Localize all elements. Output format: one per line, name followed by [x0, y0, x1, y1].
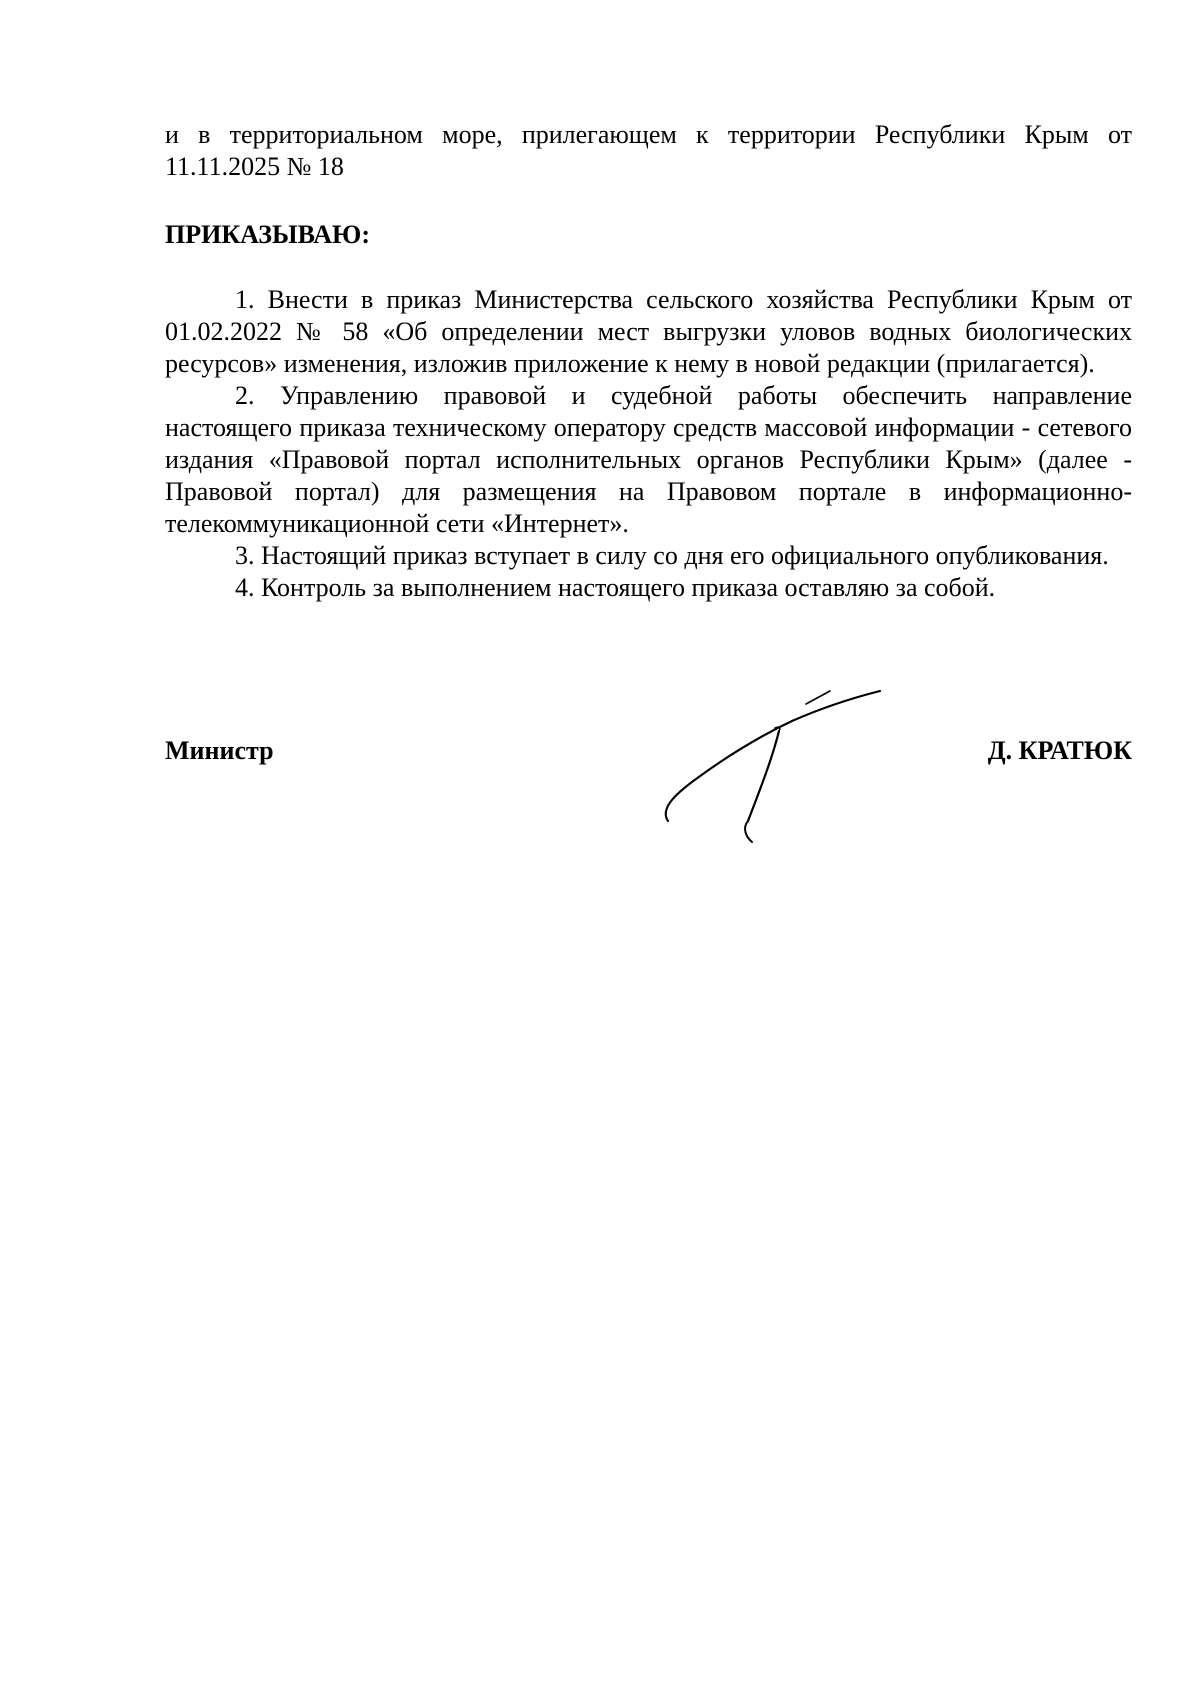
signatory-position: Министр	[165, 736, 274, 765]
order-item-1: 1. Внести в приказ Министерства сельского хозяйства Республики Крым от 01.02.2022 № 58 «Об определении мест выгрузки уловов водных биологических ресурсов» изменения, изложив приложение к нему в новой редакции (прилагается).	[165, 285, 1132, 378]
order-heading: ПРИКАЗЫВАЮ:	[165, 220, 370, 249]
order-item-4: 4. Контроль за выполнением настоящего приказа оставляю за собой.	[235, 573, 996, 602]
order-item-3: 3. Настоящий приказ вступает в силу со дня его официального опубликования.	[235, 541, 1109, 570]
order-items-list	[165, 284, 1132, 604]
signature-icon	[648, 683, 888, 853]
order-item-2: 2. Управлению правовой и судебной работы обеспечить направление настоящего приказа техническому оператору средств массовой информации - сетевого издания «Правовой портал исполнительных органов Республики Крым» (далее - Правовой портал) для размещения на Правовом портале в информационно- телекоммуникационной сети «Интернет».	[165, 381, 1132, 538]
intro-paragraph: и в территориальном море, прилегающем к территории Республики Крым от 11.11.2025 № 18	[165, 120, 1132, 181]
signatory-name: Д. КРАТЮК	[987, 736, 1132, 765]
